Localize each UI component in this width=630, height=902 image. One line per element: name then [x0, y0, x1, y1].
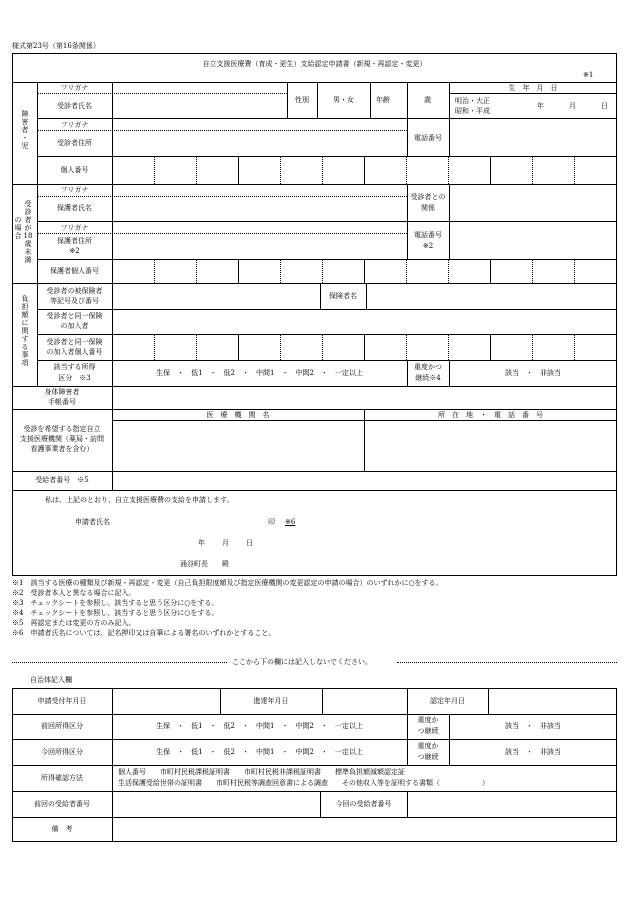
- guardian-phone-field[interactable]: [450, 222, 616, 258]
- form-number: 様式第23号（第16条関係）: [12, 42, 100, 50]
- era-line2[interactable]: 昭和・平成: [455, 107, 490, 115]
- individual-number-label: 個人番号: [60, 166, 89, 174]
- date-month: 月: [222, 539, 229, 547]
- divider-line-left: [12, 662, 227, 663]
- note-1: ※1 該当する医療の種類及び新規・再認定・変更（自己負担限度額及び指定医療機関の変更認定の申請の場合）のいずれかに○をする。: [12, 579, 443, 587]
- insured-label-1: 受診者の被保険者: [46, 287, 103, 295]
- patient-phone-label: 電話番号: [414, 134, 442, 142]
- curr-income-label: 今回所得区分: [41, 748, 83, 756]
- prev-recipient-field[interactable]: [113, 792, 319, 816]
- severe-label-2: 継続※4: [415, 374, 441, 382]
- received-date-field[interactable]: [113, 689, 219, 713]
- date-day: 日: [246, 539, 253, 547]
- seal-mark: 印: [268, 518, 275, 526]
- patient-address-furigana: フリガナ: [60, 121, 89, 129]
- patient-address-field[interactable]: [113, 131, 406, 155]
- institution-name-field[interactable]: [113, 421, 363, 470]
- guardian-relation-label-2: 関係: [421, 204, 435, 212]
- note-3: ※3 チェックシートを参照し、該当すると思う区分に○をする。: [12, 599, 219, 607]
- institution-label-3: 看護事業者を含む）: [30, 445, 94, 453]
- guardian-name-field[interactable]: [113, 197, 406, 220]
- guardian-relation-field[interactable]: [450, 185, 616, 220]
- office-section-title: 自治体記入欄: [30, 676, 72, 684]
- patient-name-field[interactable]: [113, 94, 286, 117]
- prev-severe-options[interactable]: 該当 ・ 非該当: [505, 722, 561, 730]
- seal-note: ※6: [285, 518, 296, 526]
- insured-label-2: 等記号及び番号: [50, 297, 99, 305]
- applicant-name-field[interactable]: [125, 514, 265, 528]
- era-line1[interactable]: 明治・大正: [455, 97, 490, 105]
- divider-line-right: [397, 662, 617, 663]
- progress-date-field[interactable]: [323, 689, 406, 713]
- institution-label-2: 支援医療機関（薬局・訪問: [20, 435, 104, 443]
- sex-label: 性別: [295, 96, 309, 104]
- prev-income-options[interactable]: 生保 ・ 低1 ・ 低2 ・ 中間1 ・ 中間2 ・ 一定以上: [156, 722, 363, 730]
- age-label: 年齢: [376, 96, 390, 104]
- guardian-individual-number-label: 保護者個人番号: [50, 267, 99, 275]
- applicant-name-label: 申請者氏名: [75, 518, 110, 526]
- guardian-address-field[interactable]: [113, 234, 406, 258]
- form-title: 自立支援医療費（育成・更生）支給認定申請書（新規・再認定・変更）: [202, 60, 427, 68]
- guardian-furigana-label: フリガナ: [60, 186, 89, 194]
- note-2: ※2 受診者本人と異なる場合に記入。: [12, 589, 136, 597]
- disability-book-label-1: 身体障害者: [44, 388, 80, 396]
- curr-income-options[interactable]: 生保 ・ 低1 ・ 低2 ・ 中間1 ・ 中間2 ・ 一定以上: [156, 748, 363, 756]
- prev-severe-label-1: 重度か: [417, 716, 439, 724]
- prev-income-label: 前回所得区分: [41, 722, 83, 730]
- progress-date-label: 進達年月日: [253, 697, 289, 705]
- declaration-text: 私は、上記のとおり、自立支援医療費の支給を申請します。: [45, 496, 234, 504]
- guardian-section-label-col2: の 場 合: [14, 216, 22, 240]
- same-ins-num-label-2: の加入者個人番号: [46, 348, 103, 356]
- same-ins-num-label-1: 受診者と同一保険: [46, 338, 103, 346]
- remarks-field[interactable]: [113, 818, 616, 841]
- income-options[interactable]: 生保 ・ 低1 ・ 低2 ・ 中間1 ・ 中間2 ・ 一定以上: [156, 369, 363, 377]
- same-ins-label-2: の加入者: [60, 322, 89, 330]
- guardian-phone-label-1: 電話番号: [414, 231, 442, 239]
- received-date-label: 申請受付年月日: [37, 697, 87, 705]
- guardian-address-label-2: ※2: [69, 247, 80, 255]
- patient-phone-field[interactable]: [450, 119, 616, 155]
- income-label-1: 該当する所得: [53, 363, 96, 371]
- note-4: ※4 チェックシートを参照し、該当すると思う区分に○をする。: [12, 609, 219, 617]
- insured-number-field[interactable]: [113, 284, 319, 308]
- note-6: ※6 申請者氏名については、記名押印又は自筆による署名のいずれかとすること。: [12, 629, 276, 637]
- disability-book-label-2: 手帳番号: [48, 398, 76, 406]
- recipient-number-field[interactable]: [113, 472, 616, 489]
- guardian-section-label-col1: 受 診 者 が 18 歳 未 満: [23, 200, 33, 264]
- curr-severe-label-2: つ継続: [417, 753, 439, 761]
- guardian-address-label-1: 保護者住所: [57, 237, 92, 245]
- method-options-line2[interactable]: 生活保護受給世帯の証明書 市町村民税等調査回意書による調査 その他収入等を証明する書類（ ）: [118, 779, 489, 787]
- method-label: 所得確認方法: [41, 774, 83, 782]
- patient-address-label: 受診者住所: [57, 139, 92, 147]
- guardian-relation-label-1: 受診者との: [410, 193, 446, 201]
- guardian-phone-label-2: ※2: [422, 242, 434, 250]
- severe-label-1: 重度かつ: [414, 363, 442, 371]
- curr-recipient-field[interactable]: [408, 792, 616, 816]
- curr-severe-options[interactable]: 該当 ・ 非該当: [505, 748, 561, 756]
- patient-furigana-label: フリガナ: [60, 84, 89, 92]
- method-options-line1[interactable]: 個人番号 市町村民税課税証明書 市町村民税非課税証明書 標準負担額減額認定証: [118, 768, 405, 776]
- insurer-label: 保険者名: [329, 292, 357, 300]
- curr-severe-label-1: 重度か: [417, 742, 439, 750]
- age-unit: 歳: [424, 96, 431, 104]
- insurer-field[interactable]: [367, 284, 616, 308]
- patient-section-label: 障 害 者 ・ 児: [21, 110, 29, 150]
- institution-label-1: 受診を希望する指定自立: [23, 425, 101, 433]
- income-label-2: 区分 ※3: [58, 374, 91, 382]
- notes-list: [12, 578, 443, 638]
- dob-day: 日: [601, 102, 608, 110]
- dob-year: 年: [537, 102, 544, 110]
- burden-section-label: 負 担 額 に 関 す る 事 項: [21, 295, 29, 367]
- recipient-number-label: 受給者番号 ※5: [35, 476, 89, 484]
- institution-address-header: 所 在 地 ・ 電 話 番 号: [438, 411, 543, 419]
- note-5: ※5 再認定または変更の方のみ記入。: [12, 619, 136, 627]
- institution-name-header: 医 療 機 関 名: [206, 411, 270, 419]
- approved-date-field[interactable]: [489, 689, 616, 713]
- dob-header: 生 年 月 日: [508, 84, 558, 92]
- institution-address-field[interactable]: [365, 421, 616, 470]
- approved-date-label: 認定年月日: [430, 697, 465, 705]
- sex-options[interactable]: 男・女: [333, 96, 354, 104]
- title-note: ※1: [583, 71, 594, 79]
- prev-severe-label-2: つ継続: [417, 727, 439, 735]
- prev-recipient-label: 前回の受給者番号: [34, 800, 90, 808]
- divider-text: ここから下の欄には記入しないでください。: [232, 658, 372, 666]
- guardian-name-label: 保護者氏名: [57, 204, 92, 212]
- remarks-label: 備 考: [51, 825, 73, 833]
- guardian-address-furigana: フリガナ: [60, 224, 89, 232]
- severe-options[interactable]: 該当 ・ 非該当: [505, 369, 561, 377]
- disability-book-field[interactable]: [113, 387, 616, 408]
- patient-name-label: 受診者氏名: [57, 102, 92, 110]
- dob-month: 月: [569, 102, 576, 110]
- date-year: 年: [198, 539, 205, 547]
- curr-recipient-label: 今回の受給者番号: [335, 800, 392, 808]
- addressee: 涌谷町長 殿: [180, 560, 229, 568]
- same-ins-label-1: 受診者と同一保険: [46, 312, 103, 320]
- same-ins-field[interactable]: [113, 310, 616, 333]
